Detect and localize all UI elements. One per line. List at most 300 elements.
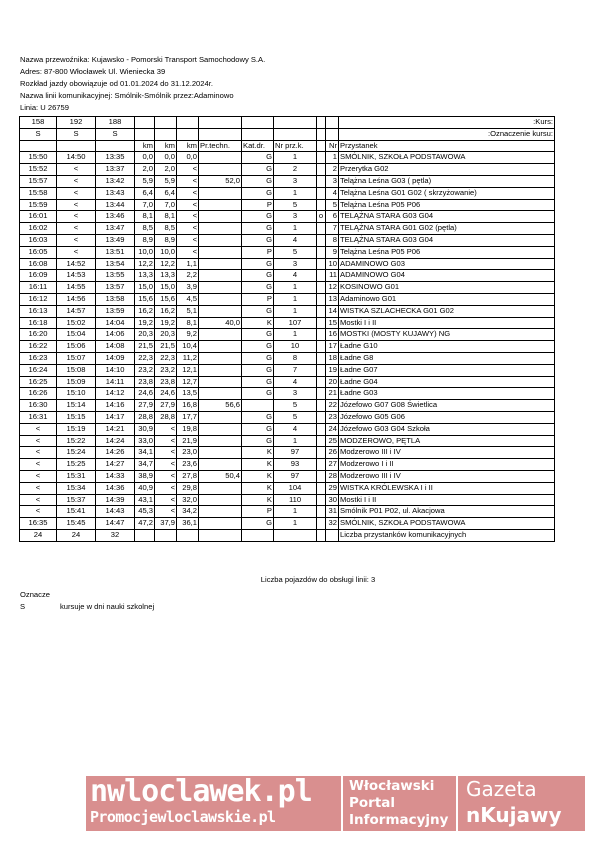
departure-time: 15:24 — [57, 447, 96, 459]
distance-km: 8,9 — [155, 234, 177, 246]
banner-sites — [86, 776, 341, 831]
stop-name: Ładne G07 — [339, 364, 555, 376]
distance-km: < — [177, 234, 199, 246]
stop-post-number: 5 — [274, 199, 317, 211]
distance-km: 21,5 — [135, 341, 155, 353]
stop-flag — [317, 246, 326, 258]
table-row — [20, 470, 555, 482]
departure-time: 13:49 — [96, 234, 135, 246]
stop-name: Ładne G8 — [339, 352, 555, 364]
departure-time: 15:19 — [57, 423, 96, 435]
road-category: K — [242, 482, 274, 494]
departure-time: 14:33 — [96, 470, 135, 482]
stop-name: Modzerowo I i II — [339, 459, 555, 471]
departure-time: 16:09 — [20, 270, 57, 282]
technical-speed — [199, 223, 242, 235]
distance-km: 40,9 — [135, 482, 155, 494]
departure-time: 14:36 — [96, 482, 135, 494]
distance-km: 2,0 — [155, 164, 177, 176]
stop-flag: o — [317, 211, 326, 223]
table-row — [20, 282, 555, 294]
technical-speed: 40,0 — [199, 317, 242, 329]
distance-km: 23,8 — [155, 376, 177, 388]
departure-time: 13:46 — [96, 211, 135, 223]
portal-line: Włocławski — [349, 778, 435, 794]
technical-speed — [199, 258, 242, 270]
column-header-row — [20, 140, 555, 152]
distance-km: 23,2 — [135, 364, 155, 376]
departure-time: 14:16 — [96, 400, 135, 412]
stop-name: Przerytka G02 — [339, 164, 555, 176]
technical-speed — [199, 164, 242, 176]
departure-time: 15:10 — [57, 388, 96, 400]
distance-km: 15,6 — [135, 293, 155, 305]
stop-index: 21 — [326, 388, 339, 400]
table-row — [20, 341, 555, 353]
road-category: G — [242, 187, 274, 199]
departure-time: 14:06 — [96, 329, 135, 341]
departure-time: 16:03 — [20, 234, 57, 246]
stop-index: 5 — [326, 199, 339, 211]
departure-time: 15:06 — [57, 341, 96, 353]
distance-km: 0,0 — [135, 152, 155, 164]
stop-index: 20 — [326, 376, 339, 388]
departure-time: 16:05 — [20, 246, 57, 258]
table-row — [20, 494, 555, 506]
departure-time: 14:50 — [57, 152, 96, 164]
road-category: G — [242, 164, 274, 176]
stop-name: ADAMINOWO G03 — [339, 258, 555, 270]
col-header-nrprzk: Nr prz.k. — [274, 140, 317, 152]
stop-name: Telążna Leśna G01 G02 ( skrzyżowanie) — [339, 187, 555, 199]
stop-post-number: 4 — [274, 376, 317, 388]
stop-index: 6 — [326, 211, 339, 223]
site-link-secondary[interactable]: Promocjewloclawskie.pl — [90, 808, 276, 826]
distance-km: 8,1 — [177, 317, 199, 329]
totals-label: Liczba przystanków komunikacyjnych — [339, 529, 555, 541]
stop-post-number: 4 — [274, 423, 317, 435]
departure-time: 15:41 — [57, 506, 96, 518]
stop-index: 30 — [326, 494, 339, 506]
stop-flag — [317, 293, 326, 305]
distance-km: 13,3 — [155, 270, 177, 282]
stop-index: 8 — [326, 234, 339, 246]
course-mark: S — [20, 128, 57, 140]
departure-time: 13:42 — [96, 175, 135, 187]
distance-km: 8,5 — [135, 223, 155, 235]
stop-name: Mostki I i II — [339, 494, 555, 506]
stop-flag — [317, 482, 326, 494]
stop-name: KOSINOWO G01 — [339, 282, 555, 294]
stop-flag — [317, 352, 326, 364]
distance-km: 17,7 — [177, 411, 199, 423]
stop-flag — [317, 376, 326, 388]
stop-flag — [317, 329, 326, 341]
departure-time: 16:24 — [20, 364, 57, 376]
road-category: P — [242, 199, 274, 211]
departure-time: 14:39 — [96, 494, 135, 506]
stop-post-number: 97 — [274, 447, 317, 459]
distance-km: 21,9 — [177, 435, 199, 447]
stop-flag — [317, 234, 326, 246]
distance-km: < — [177, 164, 199, 176]
stop-name: TELĄŻNA STARA G03 G04 — [339, 211, 555, 223]
stop-name: Ładne G10 — [339, 341, 555, 353]
technical-speed — [199, 376, 242, 388]
road-category: G — [242, 175, 274, 187]
stop-name: TELĄŻNA STARA G01 G02 (pętla) — [339, 223, 555, 235]
col-header-km: km — [155, 140, 177, 152]
departure-time: 16:13 — [20, 305, 57, 317]
course-mark: S — [96, 128, 135, 140]
road-category: K — [242, 317, 274, 329]
stop-flag — [317, 447, 326, 459]
timetable — [19, 116, 555, 542]
departure-time: 14:52 — [57, 258, 96, 270]
stop-flag — [317, 411, 326, 423]
distance-km: 9,2 — [177, 329, 199, 341]
departure-time: 16:30 — [20, 400, 57, 412]
stop-post-number: 3 — [274, 258, 317, 270]
distance-km: 23,2 — [155, 364, 177, 376]
technical-speed — [199, 246, 242, 258]
document-header — [20, 54, 265, 114]
table-row — [20, 317, 555, 329]
stop-index: 18 — [326, 352, 339, 364]
table-row — [20, 164, 555, 176]
technical-speed — [199, 423, 242, 435]
distance-km: 12,2 — [155, 258, 177, 270]
departure-time: 16:18 — [20, 317, 57, 329]
distance-km: 8,1 — [155, 211, 177, 223]
departure-time: 14:10 — [96, 364, 135, 376]
stop-index: 1 — [326, 152, 339, 164]
distance-km: 8,1 — [135, 211, 155, 223]
portal-line: Informacyjny — [349, 812, 449, 828]
table-row — [20, 459, 555, 471]
stop-post-number: 1 — [274, 223, 317, 235]
stop-flag — [317, 400, 326, 412]
technical-speed — [199, 506, 242, 518]
departure-time: 14:43 — [96, 506, 135, 518]
departure-time: 16:01 — [20, 211, 57, 223]
stop-flag — [317, 470, 326, 482]
distance-km: < — [155, 435, 177, 447]
technical-speed — [199, 329, 242, 341]
distance-km: 34,2 — [177, 506, 199, 518]
table-row — [20, 518, 555, 530]
distance-km: 8,9 — [135, 234, 155, 246]
road-category: K — [242, 447, 274, 459]
road-category: G — [242, 270, 274, 282]
departure-time: 13:37 — [96, 164, 135, 176]
stop-flag — [317, 518, 326, 530]
stop-post-number: 5 — [274, 246, 317, 258]
stop-index: 25 — [326, 435, 339, 447]
distance-km: 29,8 — [177, 482, 199, 494]
stop-post-number: 10 — [274, 341, 317, 353]
table-row — [20, 352, 555, 364]
departure-time: 14:56 — [57, 293, 96, 305]
gazeta-line: Gazeta — [466, 777, 537, 801]
stop-index: 28 — [326, 470, 339, 482]
departure-time: 16:08 — [20, 258, 57, 270]
road-category: G — [242, 518, 274, 530]
stop-flag — [317, 258, 326, 270]
vehicle-count: Liczba pojazdów do obsługi linii: 3 — [260, 575, 376, 584]
distance-km: 27,8 — [177, 470, 199, 482]
distance-km: < — [177, 246, 199, 258]
road-category: G — [242, 329, 274, 341]
col-header-km: km — [177, 140, 199, 152]
technical-speed — [199, 459, 242, 471]
table-row — [20, 199, 555, 211]
distance-km: < — [155, 447, 177, 459]
distance-km: < — [177, 175, 199, 187]
table-row — [20, 435, 555, 447]
road-category: G — [242, 411, 274, 423]
stop-name: Adaminowo G01 — [339, 293, 555, 305]
stop-name: Józefowo G05 G06 — [339, 411, 555, 423]
departure-time: 13:57 — [96, 282, 135, 294]
stop-index: 15 — [326, 317, 339, 329]
stop-post-number: 3 — [274, 211, 317, 223]
departure-time: 15:09 — [57, 376, 96, 388]
table-row — [20, 364, 555, 376]
stop-count: 24 — [20, 529, 57, 541]
technical-speed — [199, 234, 242, 246]
table-row — [20, 152, 555, 164]
table-row — [20, 211, 555, 223]
table-row — [20, 482, 555, 494]
departure-time: 15:25 — [57, 459, 96, 471]
technical-speed — [199, 305, 242, 317]
site-link[interactable]: nwloclawek.pl — [90, 774, 312, 809]
stop-index: 13 — [326, 293, 339, 305]
course-number: 188 — [96, 117, 135, 129]
departure-time: 14:26 — [96, 447, 135, 459]
departure-time: 15:37 — [57, 494, 96, 506]
stop-name: SMÓLNIK, SZKOŁA PODSTAWOWA — [339, 152, 555, 164]
course-mark-row — [20, 128, 555, 140]
table-row — [20, 246, 555, 258]
distance-km: < — [177, 199, 199, 211]
totals-row — [20, 529, 555, 541]
distance-km: 15,6 — [155, 293, 177, 305]
departure-time: 15:31 — [57, 470, 96, 482]
distance-km: 0,0 — [155, 152, 177, 164]
distance-km: 19,2 — [155, 317, 177, 329]
departure-time: < — [57, 223, 96, 235]
stop-post-number: 110 — [274, 494, 317, 506]
stop-flag — [317, 187, 326, 199]
stop-index: 9 — [326, 246, 339, 258]
road-category: G — [242, 376, 274, 388]
table-row — [20, 234, 555, 246]
table-row — [20, 388, 555, 400]
distance-km: < — [155, 459, 177, 471]
stop-flag — [317, 494, 326, 506]
departure-time: 14:53 — [57, 270, 96, 282]
course-mark: S — [57, 128, 96, 140]
distance-km: 8,5 — [155, 223, 177, 235]
distance-km: 15,0 — [155, 282, 177, 294]
distance-km: 0,0 — [177, 152, 199, 164]
stop-name: WISTKA SZLACHECKA G01 G02 — [339, 305, 555, 317]
distance-km: 16,2 — [135, 305, 155, 317]
departure-time: 14:47 — [96, 518, 135, 530]
departure-time: < — [20, 423, 57, 435]
distance-km: 36,1 — [177, 518, 199, 530]
stop-name: Smólnik P01 P02, ul. Akacjowa — [339, 506, 555, 518]
road-category: K — [242, 470, 274, 482]
stop-index: 17 — [326, 341, 339, 353]
stop-name: Telążna Leśna P05 P06 — [339, 199, 555, 211]
stop-flag — [317, 282, 326, 294]
departure-time: 16:20 — [20, 329, 57, 341]
stop-index: 11 — [326, 270, 339, 282]
departure-time: < — [57, 211, 96, 223]
departure-time: 16:25 — [20, 376, 57, 388]
stop-post-number: 7 — [274, 364, 317, 376]
distance-km: 37,9 — [155, 518, 177, 530]
stop-index: 32 — [326, 518, 339, 530]
distance-km: 11,2 — [177, 352, 199, 364]
stop-post-number: 1 — [274, 329, 317, 341]
departure-time: 13:44 — [96, 199, 135, 211]
legend — [20, 589, 154, 613]
course-number-row — [20, 117, 555, 129]
stop-name: Modzerowo III i IV — [339, 470, 555, 482]
departure-time: 15:02 — [57, 317, 96, 329]
technical-speed — [199, 211, 242, 223]
stop-post-number: 1 — [274, 518, 317, 530]
departure-time: 15:07 — [57, 352, 96, 364]
road-category: P — [242, 506, 274, 518]
distance-km: 38,9 — [135, 470, 155, 482]
table-row — [20, 223, 555, 235]
road-category: P — [242, 293, 274, 305]
stop-flag — [317, 341, 326, 353]
stop-name: Mostki I i II — [339, 317, 555, 329]
stop-post-number: 1 — [274, 152, 317, 164]
stop-flag — [317, 435, 326, 447]
stop-name: Modzerowo III i IV — [339, 447, 555, 459]
technical-speed: 52,0 — [199, 175, 242, 187]
departure-time: 15:45 — [57, 518, 96, 530]
technical-speed — [199, 270, 242, 282]
stop-name: Józefowo G03 G04 Szkoła — [339, 423, 555, 435]
distance-km: 28,8 — [135, 411, 155, 423]
stop-index: 7 — [326, 223, 339, 235]
departure-time: 14:55 — [57, 282, 96, 294]
distance-km: 7,0 — [135, 199, 155, 211]
stop-post-number: 1 — [274, 435, 317, 447]
stop-name: ADAMINOWO G04 — [339, 270, 555, 282]
stop-index: 27 — [326, 459, 339, 471]
stop-flag — [317, 364, 326, 376]
departure-time: 15:04 — [57, 329, 96, 341]
technical-speed — [199, 364, 242, 376]
departure-time: 15:58 — [20, 187, 57, 199]
distance-km: 10,0 — [135, 246, 155, 258]
stop-index: 26 — [326, 447, 339, 459]
stop-name: Telążna Leśna P05 P06 — [339, 246, 555, 258]
distance-km: 23,8 — [135, 376, 155, 388]
distance-km: 5,9 — [155, 175, 177, 187]
road-category: G — [242, 388, 274, 400]
stop-post-number: 8 — [274, 352, 317, 364]
technical-speed — [199, 293, 242, 305]
departure-time: < — [57, 175, 96, 187]
stop-post-number: 1 — [274, 187, 317, 199]
departure-time: < — [57, 164, 96, 176]
table-row — [20, 270, 555, 282]
stop-post-number: 1 — [274, 506, 317, 518]
stop-post-number: 4 — [274, 234, 317, 246]
departure-time: 14:24 — [96, 435, 135, 447]
stop-post-number: 93 — [274, 459, 317, 471]
road-category: G — [242, 435, 274, 447]
departure-time: 13:35 — [96, 152, 135, 164]
road-category: G — [242, 223, 274, 235]
distance-km: 47,2 — [135, 518, 155, 530]
stop-post-number: 5 — [274, 400, 317, 412]
col-header-nr: Nr — [326, 140, 339, 152]
distance-km: 20,3 — [155, 329, 177, 341]
stop-flag — [317, 317, 326, 329]
departure-time: < — [57, 187, 96, 199]
stop-count: 32 — [96, 529, 135, 541]
stop-index: 24 — [326, 423, 339, 435]
stop-post-number: 3 — [274, 175, 317, 187]
distance-km: 15,0 — [135, 282, 155, 294]
departure-time: 14:27 — [96, 459, 135, 471]
distance-km: 34,7 — [135, 459, 155, 471]
departure-time: 13:54 — [96, 258, 135, 270]
departure-time: 16:35 — [20, 518, 57, 530]
technical-speed — [199, 152, 242, 164]
table-row — [20, 175, 555, 187]
stop-name: SMÓLNIK, SZKOŁA PODSTAWOWA — [339, 518, 555, 530]
departure-time: 16:26 — [20, 388, 57, 400]
departure-time: 16:11 — [20, 282, 57, 294]
portal-block — [341, 776, 456, 831]
stop-post-number: 1 — [274, 293, 317, 305]
departure-time: < — [20, 435, 57, 447]
road-category — [242, 400, 274, 412]
table-row — [20, 187, 555, 199]
stop-post-number: 97 — [274, 470, 317, 482]
departure-time: 14:08 — [96, 341, 135, 353]
stop-index: 4 — [326, 187, 339, 199]
departure-time: 16:22 — [20, 341, 57, 353]
departure-time: 15:14 — [57, 400, 96, 412]
stop-post-number: 1 — [274, 305, 317, 317]
departure-time: 13:47 — [96, 223, 135, 235]
road-category: G — [242, 341, 274, 353]
distance-km: < — [177, 211, 199, 223]
distance-km: 21,5 — [155, 341, 177, 353]
distance-km: 22,3 — [135, 352, 155, 364]
road-category: G — [242, 234, 274, 246]
col-header-przystanek: Przystanek — [339, 140, 555, 152]
departure-time: 14:12 — [96, 388, 135, 400]
distance-km: 6,4 — [135, 187, 155, 199]
distance-km: 34,1 — [135, 447, 155, 459]
stop-index: 16 — [326, 329, 339, 341]
departure-time: < — [20, 470, 57, 482]
